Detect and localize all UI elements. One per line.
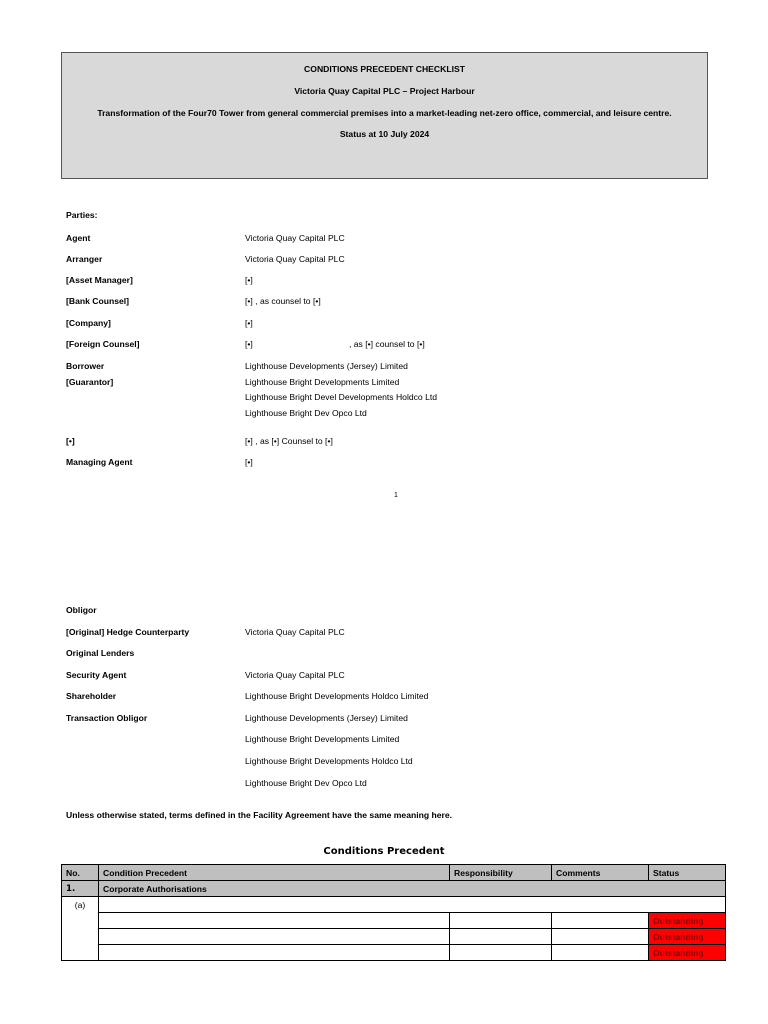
header-responsibility: Responsibility [450, 865, 552, 881]
party-label-obligor: Obligor [66, 605, 97, 615]
status-cell-outstanding[interactable]: Outstanding [649, 913, 726, 929]
page-number: 1 [394, 492, 398, 499]
status-date: Status at 10 July 2024 [339, 129, 430, 139]
header-box [61, 52, 708, 179]
status-cell-outstanding[interactable]: Outstanding [649, 929, 726, 945]
responsibility-cell[interactable] [450, 913, 552, 929]
responsibility-cell[interactable] [450, 929, 552, 945]
parties-heading: Parties: [66, 210, 98, 220]
header-status: Status [649, 865, 726, 881]
table-row [62, 929, 726, 945]
party-value-transaction-obligor-4: Lighthouse Bright Dev Opco Ltd [245, 778, 367, 788]
section-title: Corporate Authorisations [99, 881, 726, 897]
condition-cell[interactable] [99, 929, 450, 945]
section-number: 1. [62, 881, 99, 897]
party-value-shareholder: Lighthouse Bright Developments Holdco Limited [245, 691, 429, 701]
table-row [62, 945, 726, 961]
party-value-foreign-counsel-role: , as [•] counsel to [•] [349, 339, 425, 349]
party-label-managing-agent: Managing Agent [66, 457, 133, 467]
party-value-managing-agent: [•] [245, 457, 253, 467]
party-value-asset-manager: [•] [245, 275, 253, 285]
party-label-foreign-counsel: [Foreign Counsel] [66, 339, 140, 349]
header-condition-precedent: Condition Precedent [99, 865, 450, 881]
party-label-guarantor: [Guarantor] [66, 377, 114, 387]
comments-cell[interactable] [552, 929, 649, 945]
sub-item-description-cell[interactable] [99, 897, 726, 913]
definitions-note: Unless otherwise stated, terms defined in the Facility Agreement have the same meaning here. [66, 810, 453, 820]
party-label-agent: Agent [66, 233, 91, 243]
header-comments: Comments [552, 865, 649, 881]
project-description: Transformation of the Four70 Tower from general commercial premises into a market-leading net-zero office, commercial, and leisure centre. [97, 108, 672, 118]
party-label-placeholder: [•] [66, 436, 75, 446]
party-label-asset-manager: [Asset Manager] [66, 275, 133, 285]
party-label-borrower: Borrower [66, 361, 105, 371]
party-value-foreign-counsel: [•] [245, 339, 253, 349]
condition-cell[interactable] [99, 945, 450, 961]
table-header-row [62, 865, 726, 881]
conditions-precedent-title: Conditions Precedent [323, 846, 445, 857]
party-label-transaction-obligor: Transaction Obligor [66, 713, 148, 723]
condition-cell[interactable] [99, 913, 450, 929]
party-label-company: [Company] [66, 318, 111, 328]
party-label-original-lenders: Original Lenders [66, 648, 135, 658]
party-label-bank-counsel: [Bank Counsel] [66, 296, 130, 306]
party-value-company: [•] [245, 318, 253, 328]
table-row [62, 913, 726, 929]
party-label-security-agent: Security Agent [66, 670, 127, 680]
party-value-transaction-obligor-1: Lighthouse Developments (Jersey) Limited [245, 713, 408, 723]
comments-cell[interactable] [552, 945, 649, 961]
party-value-arranger: Victoria Quay Capital PLC [245, 254, 345, 264]
party-value-borrower-2: Lighthouse Bright Developments Limited [245, 377, 400, 387]
table-row [62, 897, 726, 913]
section-row-corporate-authorisations [62, 881, 726, 897]
header-no: No. [62, 865, 99, 881]
party-label-arranger: Arranger [66, 254, 103, 264]
party-label-hedge-counterparty: [Original] Hedge Counterparty [66, 627, 190, 637]
party-value-placeholder: [•] , as [•] Counsel to [•] [245, 436, 333, 446]
party-value-agent: Victoria Quay Capital PLC [245, 233, 345, 243]
status-cell-outstanding[interactable]: Outstanding [649, 945, 726, 961]
party-label-shareholder: Shareholder [66, 691, 117, 701]
party-value-borrower-1: Lighthouse Developments (Jersey) Limited [245, 361, 408, 371]
party-value-borrower-4: Lighthouse Bright Dev Opco Ltd [245, 408, 367, 418]
responsibility-cell[interactable] [450, 945, 552, 961]
party-value-transaction-obligor-3: Lighthouse Bright Developments Holdco Ltd [245, 756, 413, 766]
document-title: CONDITIONS PRECEDENT CHECKLIST [304, 64, 465, 74]
document-subtitle: Victoria Quay Capital PLC – Project Harbour [294, 86, 475, 96]
party-value-security-agent: Victoria Quay Capital PLC [245, 670, 345, 680]
party-value-bank-counsel: [•] , as counsel to [•] [245, 296, 321, 306]
sub-item-label: (a) [62, 897, 99, 961]
party-value-borrower-3: Lighthouse Bright Devel Developments Holdco Ltd [245, 392, 438, 402]
comments-cell[interactable] [552, 913, 649, 929]
party-value-transaction-obligor-2: Lighthouse Bright Developments Limited [245, 734, 400, 744]
conditions-precedent-table [61, 864, 726, 961]
party-value-hedge-counterparty: Victoria Quay Capital PLC [245, 627, 345, 637]
